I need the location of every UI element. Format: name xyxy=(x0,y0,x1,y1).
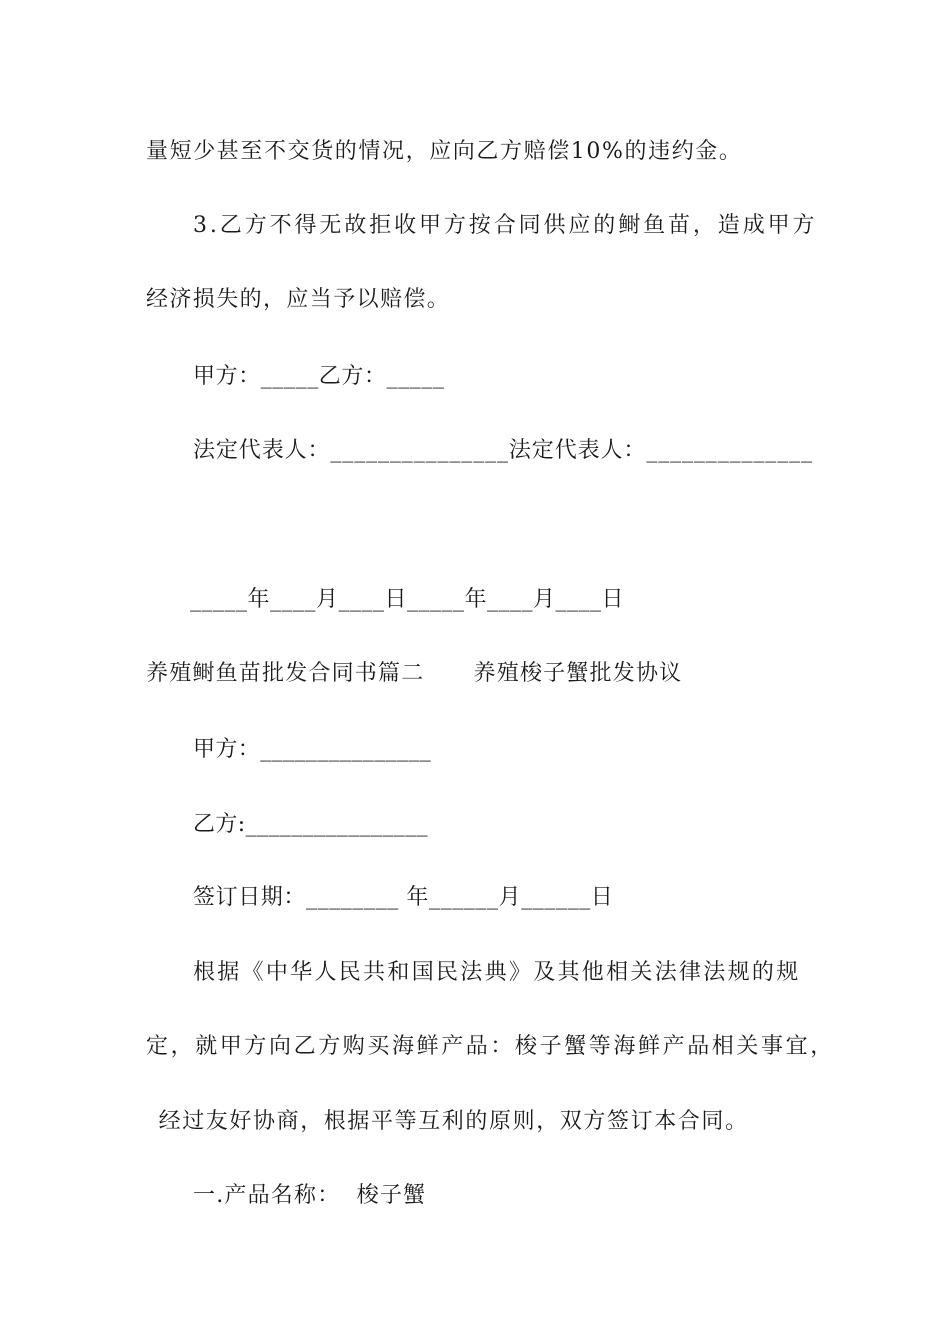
paragraph-line: 经济损失的，应当予以赔偿。 xyxy=(146,287,451,312)
preamble-line: 根据《中华人民共和国民法典》及其他相关法律法规的规 xyxy=(193,960,801,985)
signing-date-line: _____年____月____日_____年____月____日 xyxy=(190,587,625,612)
product-name-line: 一.产品名称： 梭子蟹 xyxy=(193,1183,427,1208)
legal-representative-line: 法定代表人：_______________法定代表人：______________ xyxy=(193,438,813,463)
clause-3-line: 3.乙方不得无故拒收甲方按合同供应的鲥鱼苗，造成甲方 xyxy=(193,213,818,238)
preamble-line: 定，就甲方向乙方购买海鲜产品：梭子蟹等海鲜产品相关事宜， xyxy=(146,1034,835,1059)
paragraph-line: 量短少甚至不交货的情况，应向乙方赔偿10%的违约金。 xyxy=(146,139,743,164)
section-heading: 养殖鲥鱼苗批发合同书篇二 养殖梭子蟹批发协议 xyxy=(146,661,683,686)
party-a-field: 甲方：_______________ xyxy=(193,737,432,762)
signing-date-field: 签订日期：________ 年______月______日 xyxy=(193,885,614,910)
preamble-line: 经过友好协商，根据平等互利的原则，双方签订本合同。 xyxy=(150,1109,749,1134)
party-signature-line: 甲方：_____乙方：_____ xyxy=(193,364,445,389)
party-b-field: 乙方:________________ xyxy=(193,812,429,837)
